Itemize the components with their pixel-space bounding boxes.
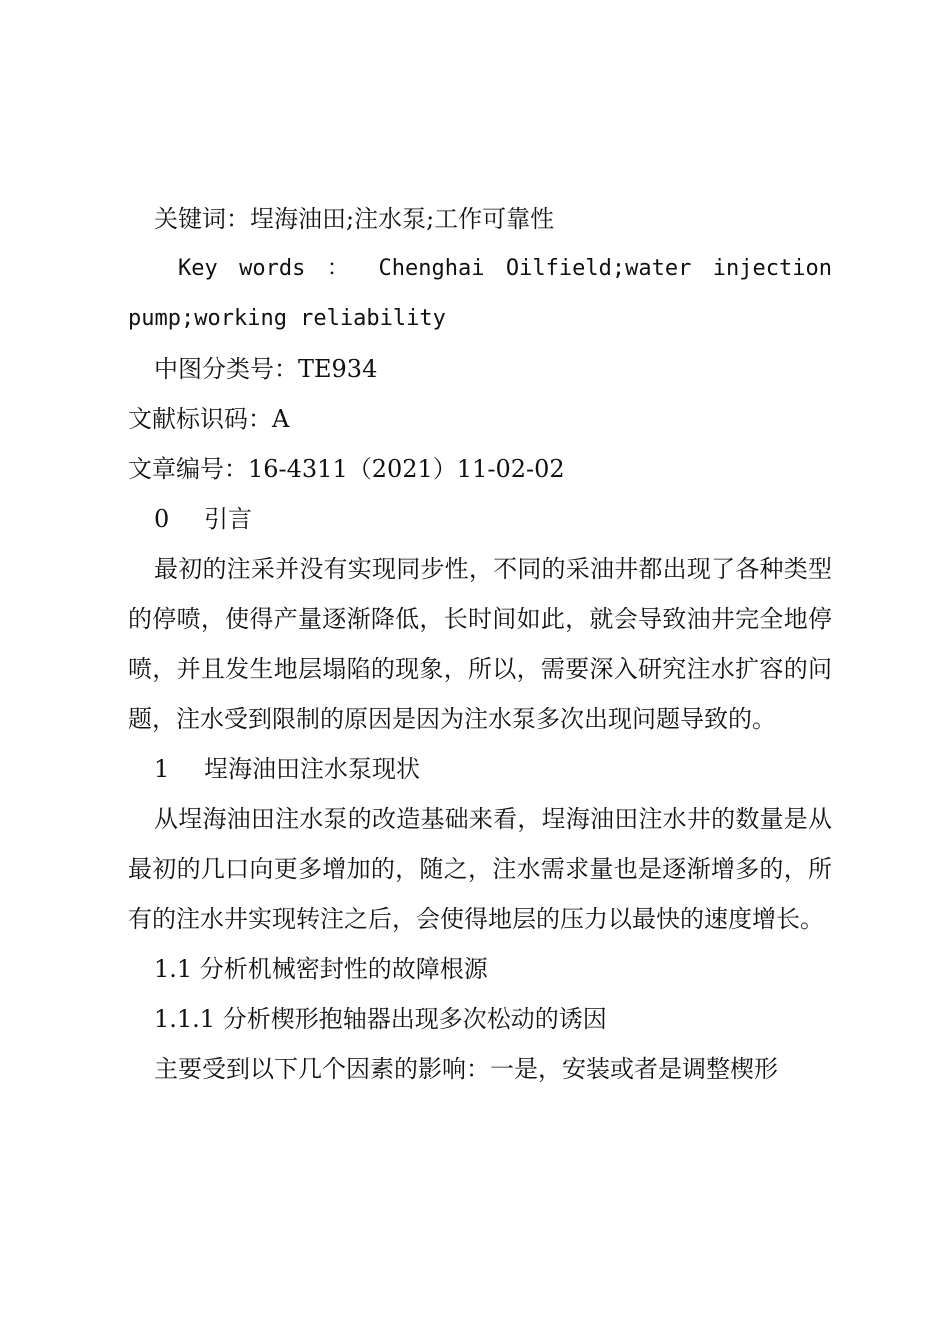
clc-number: 中图分类号：TE934: [154, 355, 378, 383]
section-1-1-1-heading: 1.1.1 分析楔形抱轴器出现多次松动的诱因: [154, 1005, 607, 1033]
document-code: 文献标识码：A: [128, 405, 290, 433]
keywords-en: [128, 244, 832, 344]
section-1-1-heading: 1.1 分析机械密封性的故障根源: [154, 955, 488, 983]
section-1-title: 埕海油田注水泵现状: [204, 755, 420, 783]
section-0-title: 引言: [204, 505, 252, 533]
last-paragraph: [128, 1044, 832, 1094]
last-paragraph-text: 主要受到以下几个因素的影响：一是，安装或者是调整楔形: [154, 1055, 778, 1083]
section-0-heading: [128, 494, 832, 544]
keywords-en-text: Key words ： Chenghai Oilfield;water injection pump;working reliability: [128, 256, 832, 331]
keywords-cn: 关键词：埕海油田;注水泵;工作可靠性: [154, 205, 555, 233]
section-1-paragraph: [128, 794, 832, 944]
section-1-number: 1: [154, 755, 170, 783]
section-0-number: 0: [154, 505, 170, 533]
section-1-paragraph-text: 从埕海油田注水泵的改造基础来看，埕海油田注水井的数量是从最初的几口向更多增加的，随之，注水需求量也是逐渐增多的，所有的注水井实现转注之后，会使得地层的压力以最快的速度增长。: [128, 805, 832, 933]
document-page: [128, 194, 832, 1094]
intro-paragraph-text: 最初的注采并没有实现同步性，不同的采油井都出现了各种类型的停喷，使得产量逐渐降低，长时间如此，就会导致油井完全地停喷，并且发生地层塌陷的现象，所以，需要深入研究注水扩容的问题，注水受到限制的原因是因为注水泵多次出现问题导致的。: [128, 555, 832, 733]
article-number: 文章编号：16-4311（2021）11-02-02: [128, 455, 565, 483]
intro-paragraph: [128, 544, 832, 744]
section-1-heading: [128, 744, 832, 794]
